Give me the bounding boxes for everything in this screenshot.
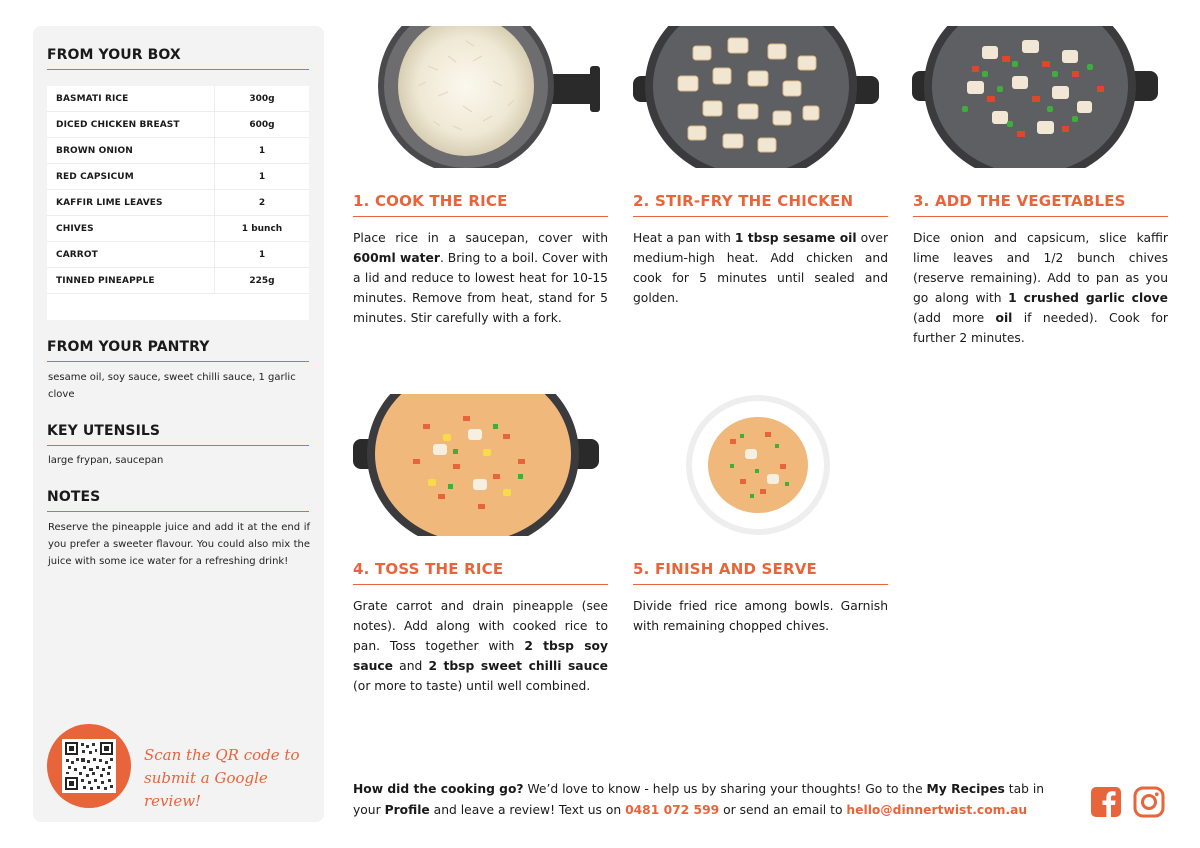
profile-label: Profile [384,803,430,817]
step-4-photo [353,394,601,536]
ingredient-name: KAFFIR LIME LEAVES [47,190,215,215]
step-2-text-part: Heat a pan with [633,231,735,245]
footer-text: or send an email to [719,803,847,817]
table-row [47,216,309,242]
ingredient-qty: 1 [258,171,266,182]
email-link[interactable]: hello@dinnertwist.com.au [846,803,1028,817]
review-footer [353,779,1073,821]
step-1-bold-part: 600ml water [353,251,440,265]
table-row [47,190,309,216]
qr-label-line-1: Scan the QR code to [144,746,300,764]
notes-heading: NOTES [47,489,309,512]
footer-bold: How did the cooking go? [353,782,524,796]
step-5-title: 5. FINISH AND SERVE [633,560,888,585]
ingredients-sidebar [33,26,324,822]
table-row [47,164,309,190]
step-1-text-part: . Bring to a boil. Cover with a lid and reduce to lowest heat for 10-15 minutes. Remove from heat, stand for 5 minutes. Stir carefully with a fork. [353,251,609,325]
ingredient-qty: 2 [258,197,266,208]
ingredient-name: BROWN ONION [47,138,215,163]
step-4-text-part: (or more to taste) until well combined. [353,679,591,693]
qr-label-line-2: submit a Google review! [144,769,268,810]
utensils-text: large frypan, saucepan [48,455,164,466]
step-4-bold-part: 2 tbsp sweet chilli sauce [428,659,608,673]
pantry-text: sesame oil, soy sauce, sweet chilli sauce, 1 garlic clove [48,372,296,400]
step-1-title: 1. COOK THE RICE [353,192,608,217]
instagram-icon[interactable] [1133,786,1165,818]
step-3-text-part: Dice onion and capsicum, slice kaffir lime leaves and 1/2 bunch chives (reserve remaining). Add to pan as you go along with [913,231,1168,305]
phone-link[interactable]: 0481 072 599 [625,803,720,817]
table-row [47,242,309,268]
footer-text: tab in your [353,782,1045,817]
notes-text: Reserve the pineapple juice and add it at the end if you prefer a sweeter flavour. You could also mix the juice with some ice water for a refreshing drink! [48,522,310,567]
step-2-photo [633,26,881,168]
step-5-text-part: Divide fried rice among bowls. Garnish with remaining chopped chives. [633,599,888,633]
qr-badge[interactable] [47,724,131,808]
step-2-text [633,228,888,308]
step-3-text-part: if needed). Cook for further 2 minutes. [913,311,1168,345]
ingredient-qty: 1 bunch [241,223,283,234]
ingredient-name: TINNED PINEAPPLE [47,268,215,293]
from-your-box-heading: FROM YOUR BOX [47,47,309,70]
step-3-text [913,228,1168,348]
step-4-title: 4. TOSS THE RICE [353,560,608,585]
step-3-photo [912,26,1160,168]
table-row [47,268,309,294]
table-row [47,112,309,138]
ingredient-name: BASMATI RICE [47,86,215,111]
step-1-photo [378,26,603,168]
step-4-bold-part: 2 tbsp soy sauce [353,639,608,673]
step-4-text-part: Grate carrot and drain pineapple (see notes). Add along with cooked rice to pan. Toss together with [353,599,608,653]
step-5-photo [685,394,831,536]
step-4-text [353,596,608,696]
my-recipes-label: My Recipes [926,782,1005,796]
step-2-title: 2. STIR-FRY THE CHICKEN [633,192,888,217]
step-3-bold-part: 1 crushed garlic clove [1008,291,1168,305]
ingredient-qty: 1 [258,249,266,260]
ingredient-qty: 1 [258,145,266,156]
ingredient-qty: 300g [249,93,275,104]
step-2-text-part: over medium-high heat. Add chicken and cook for 5 minutes until sealed and golden. [633,231,888,305]
table-row [47,138,309,164]
facebook-icon[interactable] [1090,786,1122,818]
ingredient-name: DICED CHICKEN BREAST [47,112,215,137]
step-1-text-part: Place rice in a saucepan, cover with [353,231,608,245]
key-utensils-heading: KEY UTENSILS [47,423,309,446]
table-row [47,86,309,112]
box-ingredients-table [47,86,309,320]
footer-text: We’d love to know - help us by sharing your thoughts! Go to the [523,782,927,796]
ingredient-qty: 225g [249,275,275,286]
ingredient-qty: 600g [249,119,275,130]
ingredient-name: CHIVES [47,216,215,241]
footer-text: and leave a review! Text us on [429,803,626,817]
step-3-text-part: (add more [913,311,996,325]
step-2-bold-part: 1 tbsp sesame oil [734,231,857,245]
qr-review-label [144,744,314,813]
step-1-text [353,228,608,328]
qr-code-icon[interactable] [62,739,116,793]
step-3-bold-part: oil [995,311,1013,325]
ingredient-name: RED CAPSICUM [47,164,215,189]
step-3-title: 3. ADD THE VEGETABLES [913,192,1168,217]
step-4-text-part: and [393,659,429,673]
step-5-text [633,596,888,636]
ingredient-name: CARROT [47,242,215,267]
from-your-pantry-heading: FROM YOUR PANTRY [47,339,309,362]
